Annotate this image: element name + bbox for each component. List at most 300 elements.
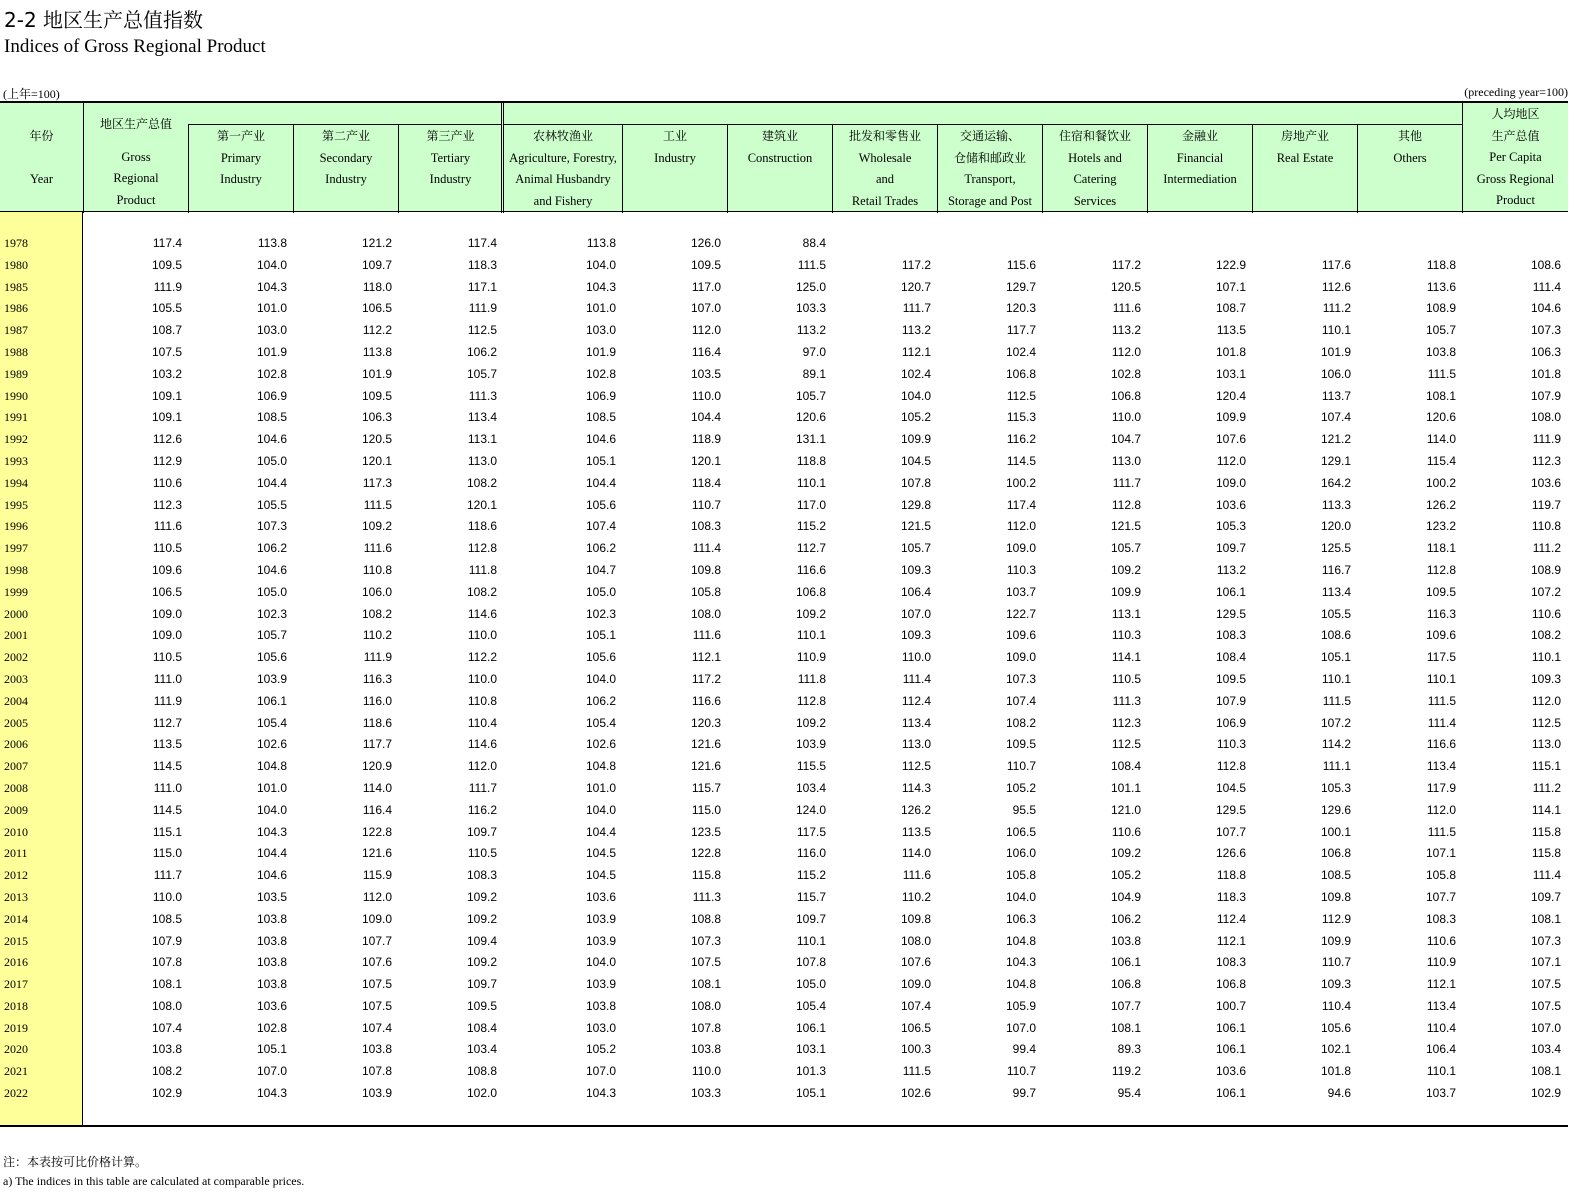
value-cell: 112.0: [1531, 693, 1561, 708]
value-cell: 108.9: [1425, 301, 1456, 316]
value-cell: 109.2: [795, 715, 826, 730]
year-cell: 2010: [4, 824, 28, 839]
value-cell: 113.4: [467, 410, 497, 425]
value-cell: 114.1: [1111, 650, 1141, 665]
value-cell: 116.3: [362, 671, 392, 686]
value-cell: 119.7: [1531, 497, 1561, 512]
table-header: [0, 101, 1568, 212]
value-cell: 113.5: [1216, 323, 1246, 338]
header-year: 年份 Year: [29, 128, 54, 186]
value-cell: 112.5: [901, 759, 931, 774]
value-cell: 107.5: [1530, 977, 1561, 992]
year-cell: 1999: [4, 584, 28, 599]
value-cell: 113.1: [467, 432, 497, 447]
value-cell: 106.8: [1320, 846, 1351, 861]
value-cell: 103.1: [1215, 366, 1246, 381]
value-cell: 105.4: [795, 998, 826, 1013]
table-row: [0, 277, 1568, 299]
value-cell: 110.0: [467, 628, 497, 643]
value-cell: 113.2: [901, 323, 931, 338]
value-cell: 117.0: [691, 279, 721, 294]
value-cell: 103.6: [1530, 475, 1561, 490]
value-cell: 107.3: [1530, 323, 1561, 338]
value-cell: 107.0: [690, 301, 721, 316]
value-cell: 106.1: [256, 693, 287, 708]
value-cell: 107.5: [1530, 998, 1561, 1013]
value-cell: 112.0: [691, 323, 721, 338]
value-cell: 103.2: [151, 366, 182, 381]
value-cell: 115.6: [1006, 257, 1036, 272]
value-cell: 110.5: [152, 541, 182, 556]
value-cell: 97.0: [802, 344, 826, 359]
table-row: [0, 342, 1568, 364]
value-cell: 117.1: [467, 279, 497, 294]
value-cell: 107.7: [1110, 998, 1141, 1013]
value-cell: 108.0: [690, 998, 721, 1013]
table-row: [0, 582, 1568, 604]
value-cell: 108.2: [466, 584, 497, 599]
value-cell: 102.4: [1005, 344, 1036, 359]
value-cell: 109.7: [466, 977, 497, 992]
value-cell: 115.8: [1531, 846, 1561, 861]
value-cell: 109.1: [151, 410, 182, 425]
value-cell: 113.8: [586, 236, 616, 250]
value-cell: 111.6: [692, 628, 721, 643]
value-cell: 111.8: [468, 562, 497, 577]
value-cell: 102.9: [151, 1086, 182, 1101]
value-cell: 109.5: [361, 388, 392, 403]
value-cell: 114.0: [1426, 432, 1456, 447]
value-cell: 110.7: [691, 497, 721, 512]
value-cell: 100.1: [1320, 824, 1351, 839]
page-title-zh: 2-2 地区生产总值指数: [4, 8, 204, 32]
year-cell: 2018: [4, 998, 28, 1013]
value-cell: 108.3: [466, 868, 497, 883]
value-cell: 107.8: [690, 1020, 721, 1035]
value-cell: 108.2: [151, 1064, 182, 1079]
value-cell: 114.0: [901, 846, 931, 861]
value-cell: 107.5: [151, 344, 182, 359]
value-cell: 118.3: [1216, 889, 1246, 904]
value-cell: 102.8: [256, 1020, 287, 1035]
value-cell: 114.5: [1006, 453, 1036, 468]
value-cell: 94.6: [1327, 1086, 1351, 1101]
value-cell: 114.5: [152, 759, 182, 774]
value-cell: 117.6: [1321, 257, 1351, 272]
value-cell: 109.7: [361, 257, 392, 272]
value-cell: 112.4: [1216, 911, 1246, 926]
table-row: [0, 233, 1568, 255]
value-cell: 107.0: [585, 1064, 616, 1079]
value-cell: 104.9: [1110, 889, 1141, 904]
value-cell: 103.8: [151, 1042, 182, 1057]
value-cell: 103.9: [361, 1086, 392, 1101]
value-cell: 112.3: [152, 497, 182, 512]
value-cell: 109.3: [1320, 977, 1351, 992]
value-cell: 101.8: [1215, 344, 1246, 359]
value-cell: 110.0: [152, 889, 182, 904]
value-cell: 113.8: [257, 236, 287, 250]
value-cell: 117.4: [152, 236, 182, 250]
year-cell: 2020: [4, 1042, 28, 1057]
value-cell: 104.5: [585, 868, 616, 883]
value-cell: 112.0: [1006, 519, 1036, 534]
table-row: [0, 604, 1568, 626]
value-cell: 102.6: [900, 1086, 931, 1101]
value-cell: 107.4: [361, 1020, 392, 1035]
header-tertiary: 第三产业 Tertiary Industry: [398, 125, 502, 213]
value-cell: 111.3: [468, 388, 497, 403]
value-cell: 107.3: [1530, 933, 1561, 948]
value-cell: 105.8: [1425, 868, 1456, 883]
value-cell: 118.9: [691, 432, 721, 447]
value-cell: 114.0: [362, 780, 392, 795]
value-cell: 110.6: [1426, 933, 1456, 948]
value-cell: 109.2: [466, 911, 497, 926]
value-cell: 105.8: [690, 584, 721, 599]
value-cell: 105.6: [256, 650, 287, 665]
value-cell: 112.1: [1216, 933, 1246, 948]
value-cell: 117.3: [362, 475, 392, 490]
value-cell: 108.8: [690, 911, 721, 926]
value-cell: 110.7: [1321, 955, 1351, 970]
value-cell: 109.9: [1320, 933, 1351, 948]
value-cell: 101.0: [256, 780, 287, 795]
value-cell: 104.3: [256, 824, 287, 839]
value-cell: 102.1: [1320, 1042, 1351, 1057]
header-real-estate: 房地产业 Real Estate: [1252, 125, 1357, 213]
value-cell: 112.5: [1006, 388, 1036, 403]
value-cell: 115.4: [1426, 453, 1456, 468]
value-cell: 106.0: [1320, 366, 1351, 381]
value-cell: 115.8: [1531, 824, 1561, 839]
value-cell: 116.4: [691, 344, 721, 359]
value-cell: 104.6: [1530, 301, 1561, 316]
value-cell: 108.0: [900, 933, 931, 948]
year-cell: 2015: [4, 933, 28, 948]
value-cell: 107.3: [1005, 671, 1036, 686]
value-cell: 104.4: [256, 846, 287, 861]
value-cell: 126.6: [1215, 846, 1246, 861]
value-cell: 108.7: [151, 323, 182, 338]
value-cell: 108.3: [690, 519, 721, 534]
value-cell: 118.0: [362, 279, 392, 294]
value-cell: 111.4: [902, 671, 931, 686]
value-cell: 110.9: [1426, 955, 1456, 970]
value-cell: 111.3: [692, 889, 721, 904]
value-cell: 111.6: [363, 541, 392, 556]
value-cell: 103.7: [1005, 584, 1036, 599]
value-cell: 106.8: [795, 584, 826, 599]
value-cell: 113.0: [467, 453, 497, 468]
value-cell: 120.1: [466, 497, 497, 512]
year-cell: 2008: [4, 780, 28, 795]
value-cell: 106.3: [361, 410, 392, 425]
value-cell: 118.1: [1426, 541, 1456, 556]
value-cell: 110.4: [467, 715, 497, 730]
value-cell: 110.8: [467, 693, 497, 708]
value-cell: 103.8: [585, 998, 616, 1013]
value-cell: 102.3: [256, 606, 287, 621]
year-cell: 2000: [4, 606, 28, 621]
value-cell: 112.6: [152, 432, 182, 447]
value-cell: 103.3: [690, 1086, 721, 1101]
value-cell: 104.0: [900, 388, 931, 403]
year-cell: 1993: [4, 453, 28, 468]
value-cell: 111.6: [902, 868, 931, 883]
value-cell: 108.5: [256, 410, 287, 425]
value-cell: 111.5: [1427, 824, 1456, 839]
value-cell: 106.2: [1110, 911, 1141, 926]
value-cell: 117.4: [467, 236, 497, 250]
value-cell: 104.7: [1110, 432, 1141, 447]
value-cell: 110.6: [152, 475, 182, 490]
value-cell: 111.5: [902, 1064, 931, 1079]
value-cell: 106.2: [585, 541, 616, 556]
value-cell: 103.3: [795, 301, 826, 316]
value-cell: 110.6: [1531, 606, 1561, 621]
year-cell: 1980: [4, 257, 28, 272]
value-cell: 103.8: [256, 911, 287, 926]
value-cell: 116.3: [1426, 606, 1456, 621]
value-cell: 106.0: [361, 584, 392, 599]
value-cell: 104.3: [1005, 955, 1036, 970]
value-cell: 112.3: [1111, 715, 1141, 730]
year-cell: 2014: [4, 911, 28, 926]
value-cell: 117.7: [1006, 323, 1036, 338]
value-cell: 108.8: [466, 1064, 497, 1079]
value-cell: 106.2: [585, 693, 616, 708]
value-cell: 104.0: [256, 257, 287, 272]
value-cell: 112.8: [1216, 759, 1246, 774]
value-cell: 102.4: [900, 366, 931, 381]
value-cell: 106.3: [1530, 344, 1561, 359]
value-cell: 109.3: [900, 628, 931, 643]
table-row: [0, 669, 1568, 691]
value-cell: 106.3: [1005, 911, 1036, 926]
value-cell: 104.0: [585, 671, 616, 686]
table-row: [0, 320, 1568, 342]
value-cell: 107.9: [1215, 693, 1246, 708]
value-cell: 104.6: [585, 432, 616, 447]
year-cell: 1994: [4, 475, 28, 490]
value-cell: 109.8: [1320, 889, 1351, 904]
value-cell: 107.0: [900, 606, 931, 621]
header-per-capita: 人均地区 生产总值 Per Capita Gross Regional Product: [1462, 103, 1568, 213]
value-cell: 118.8: [1426, 257, 1456, 272]
value-cell: 105.8: [1005, 868, 1036, 883]
value-cell: 109.0: [1005, 650, 1036, 665]
value-cell: 129.8: [900, 497, 931, 512]
value-cell: 111.8: [797, 671, 826, 686]
value-cell: 114.1: [1531, 802, 1561, 817]
value-cell: 108.0: [1530, 410, 1561, 425]
value-cell: 106.8: [1110, 977, 1141, 992]
value-cell: 109.5: [690, 257, 721, 272]
value-cell: 113.4: [1426, 998, 1456, 1013]
value-cell: 113.5: [901, 824, 931, 839]
value-cell: 111.6: [153, 519, 182, 534]
year-cell: 1995: [4, 497, 28, 512]
value-cell: 106.1: [1110, 955, 1141, 970]
value-cell: 107.4: [1005, 693, 1036, 708]
value-cell: 107.1: [1530, 955, 1561, 970]
value-cell: 122.8: [690, 846, 721, 861]
table-row: [0, 451, 1568, 473]
value-cell: 109.9: [1215, 410, 1246, 425]
value-cell: 109.0: [1005, 541, 1036, 556]
year-cell: 2004: [4, 693, 28, 708]
value-cell: 110.0: [691, 388, 721, 403]
value-cell: 105.5: [1320, 606, 1351, 621]
value-cell: 123.2: [1425, 519, 1456, 534]
value-cell: 108.4: [466, 1020, 497, 1035]
value-cell: 102.0: [466, 1086, 497, 1101]
value-cell: 109.7: [1215, 541, 1246, 556]
value-cell: 106.0: [1005, 846, 1036, 861]
value-cell: 105.0: [585, 584, 616, 599]
value-cell: 100.2: [1005, 475, 1036, 490]
value-cell: 111.5: [1322, 693, 1351, 708]
year-cell: 1986: [4, 301, 28, 316]
value-cell: 110.0: [901, 650, 931, 665]
table-row: [0, 822, 1568, 844]
value-cell: 112.0: [467, 759, 497, 774]
value-cell: 107.8: [900, 475, 931, 490]
value-cell: 111.2: [1532, 541, 1561, 556]
value-cell: 114.6: [467, 737, 497, 752]
year-cell: 1985: [4, 279, 28, 294]
header-agriculture: 农林牧渔业 Agriculture, Forestry, Animal Husbandry and Fishery: [509, 129, 617, 208]
value-cell: 107.6: [1215, 432, 1246, 447]
value-cell: 111.4: [692, 541, 721, 556]
value-cell: 107.3: [690, 933, 721, 948]
value-cell: 112.7: [796, 541, 826, 556]
value-cell: 111.5: [797, 257, 826, 272]
value-cell: 109.8: [900, 911, 931, 926]
value-cell: 104.7: [585, 562, 616, 577]
value-cell: 115.2: [796, 868, 826, 883]
value-cell: 116.7: [1321, 562, 1351, 577]
value-cell: 119.2: [1111, 1064, 1141, 1079]
value-cell: 125.0: [795, 279, 826, 294]
value-cell: 108.1: [1110, 1020, 1141, 1035]
value-cell: 104.0: [585, 802, 616, 817]
value-cell: 105.6: [585, 650, 616, 665]
year-cell: 2022: [4, 1086, 28, 1101]
table-row: [0, 713, 1568, 735]
value-cell: 112.5: [467, 323, 497, 338]
value-cell: 105.0: [256, 584, 287, 599]
value-cell: 102.8: [256, 366, 287, 381]
value-cell: 112.8: [467, 541, 497, 556]
value-cell: 95.4: [1117, 1086, 1141, 1101]
value-cell: 103.8: [690, 1042, 721, 1057]
value-cell: 122.9: [1215, 257, 1246, 272]
value-cell: 109.6: [1005, 628, 1036, 643]
header-construction: 建筑业 Construction: [727, 125, 832, 213]
value-cell: 106.8: [1110, 388, 1141, 403]
value-cell: 104.3: [585, 1086, 616, 1101]
value-cell: 107.8: [795, 955, 826, 970]
value-cell: 121.5: [1110, 519, 1141, 534]
value-cell: 108.5: [1320, 868, 1351, 883]
value-cell: 103.5: [690, 366, 721, 381]
year-cell: 2012: [4, 868, 28, 883]
value-cell: 109.6: [1425, 628, 1456, 643]
value-cell: 108.2: [1005, 715, 1036, 730]
unit-note-zh: (上年=100): [3, 87, 60, 101]
value-cell: 111.9: [153, 693, 182, 708]
value-cell: 112.5: [1531, 715, 1561, 730]
value-cell: 117.5: [796, 824, 826, 839]
value-cell: 112.0: [1111, 344, 1141, 359]
value-cell: 109.5: [151, 257, 182, 272]
value-cell: 107.4: [151, 1020, 182, 1035]
value-cell: 112.0: [1216, 453, 1246, 468]
table-row: [0, 429, 1568, 451]
value-cell: 126.0: [690, 236, 721, 250]
value-cell: 108.5: [585, 410, 616, 425]
value-cell: 121.5: [900, 519, 931, 534]
value-cell: 88.4: [802, 236, 826, 250]
value-cell: 103.9: [585, 933, 616, 948]
value-cell: 105.4: [585, 715, 616, 730]
value-cell: 113.4: [901, 715, 931, 730]
value-cell: 126.2: [900, 802, 931, 817]
value-cell: 110.8: [362, 562, 392, 577]
value-cell: 110.1: [1321, 671, 1351, 686]
value-cell: 108.0: [151, 998, 182, 1013]
value-cell: 110.0: [467, 671, 497, 686]
value-cell: 107.8: [361, 1064, 392, 1079]
value-cell: 120.1: [361, 453, 392, 468]
year-cell: 2007: [4, 759, 28, 774]
value-cell: 112.9: [1321, 911, 1351, 926]
year-cell: 1996: [4, 519, 28, 534]
value-cell: 106.1: [1215, 1020, 1246, 1035]
table-row: [0, 952, 1568, 974]
year-cell: 2006: [4, 737, 28, 752]
value-cell: 106.5: [361, 301, 392, 316]
value-cell: 120.5: [361, 432, 392, 447]
value-cell: 109.9: [1110, 584, 1141, 599]
value-cell: 103.9: [585, 977, 616, 992]
value-cell: 112.4: [901, 693, 931, 708]
header-others: 其他 Others: [1357, 125, 1462, 213]
value-cell: 110.1: [796, 475, 826, 490]
year-cell: 2019: [4, 1020, 28, 1035]
value-cell: 116.6: [691, 693, 721, 708]
value-cell: 104.3: [256, 1086, 287, 1101]
value-cell: 102.6: [585, 737, 616, 752]
value-cell: 112.3: [1531, 453, 1561, 468]
value-cell: 113.2: [796, 323, 826, 338]
value-cell: 107.8: [151, 955, 182, 970]
value-cell: 106.9: [1215, 715, 1246, 730]
value-cell: 109.8: [690, 562, 721, 577]
value-cell: 101.9: [361, 366, 392, 381]
value-cell: 110.1: [796, 933, 826, 948]
value-cell: 110.3: [1111, 628, 1141, 643]
value-cell: 103.1: [795, 1042, 826, 1057]
value-cell: 116.6: [796, 562, 826, 577]
value-cell: 104.5: [585, 846, 616, 861]
value-cell: 102.8: [585, 366, 616, 381]
value-cell: 105.2: [1005, 780, 1036, 795]
value-cell: 99.7: [1012, 1086, 1036, 1101]
value-cell: 106.4: [900, 584, 931, 599]
